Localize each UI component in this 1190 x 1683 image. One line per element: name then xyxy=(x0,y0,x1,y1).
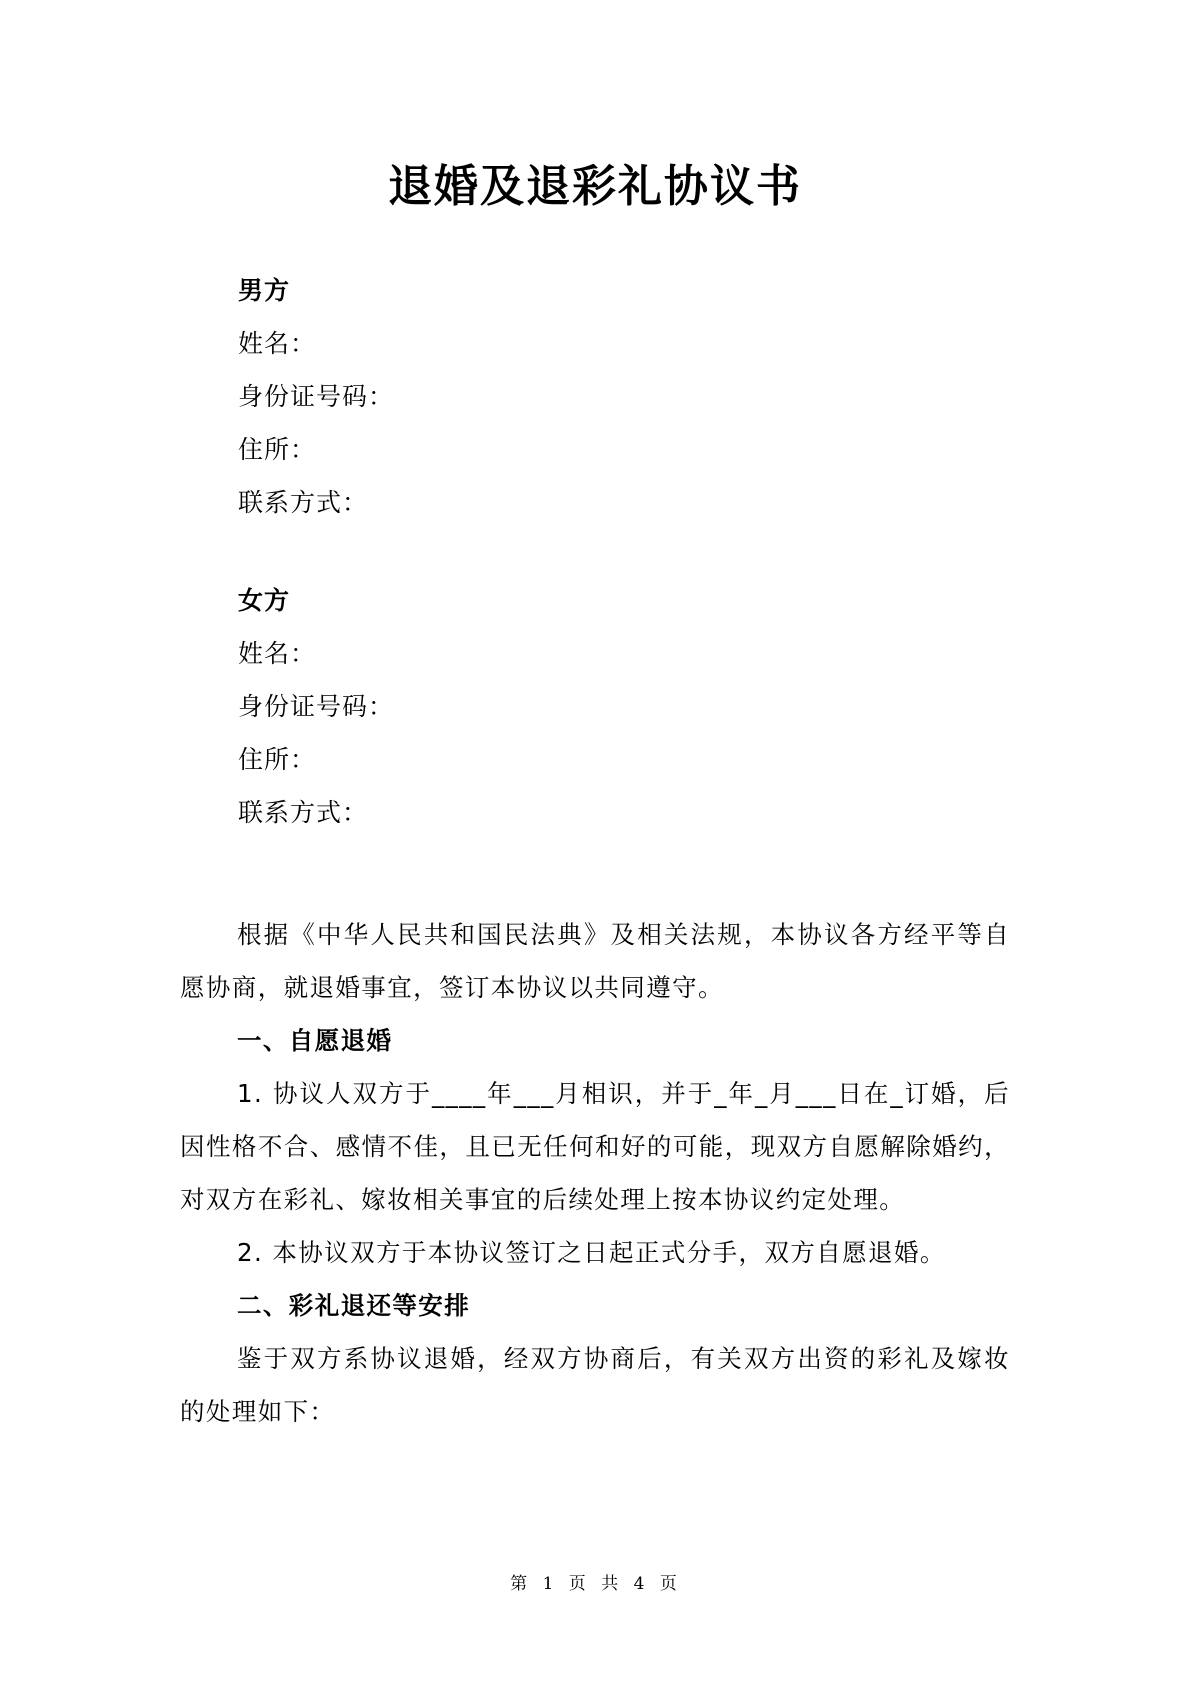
male-address-label: 住所： xyxy=(238,435,317,464)
agreement-body xyxy=(180,908,1010,1438)
female-contact-label: 联系方式： xyxy=(238,798,369,827)
male-id-label: 身份证号码： xyxy=(238,382,395,411)
section-2-heading: 二、彩礼退还等安排 xyxy=(237,1291,471,1320)
section-1-heading: 一、自愿退婚 xyxy=(237,1026,393,1055)
preamble-paragraph: 根据《中华人民共和国民法典》及相关法规，本协议各方经平等自愿协商，就退婚事宜，签订本协议以共同遵守。 xyxy=(180,920,1010,1002)
male-contact-label: 联系方式： xyxy=(238,488,369,517)
female-id-label: 身份证号码： xyxy=(238,692,395,721)
section-2-intro-paragraph: 鉴于双方系协议退婚，经双方协商后，有关双方出资的彩礼及嫁妆的处理如下： xyxy=(180,1344,1010,1426)
female-address-label: 住所： xyxy=(238,745,317,774)
female-name-label: 姓名： xyxy=(238,639,317,668)
page-number-footer: 第 1 页 共 4 页 xyxy=(510,1574,680,1594)
clause-2-paragraph: 2. 本协议双方于本协议签订之日起正式分手，双方自愿退婚。 xyxy=(237,1238,946,1267)
document-title: 退婚及退彩礼协议书 xyxy=(388,161,802,212)
female-party-section xyxy=(238,574,1018,839)
clause-1-paragraph: 1. 协议人双方于____年___月相识，并于_年_月___日在_订婚，后因性格不合、感情不佳，且已无任何和好的可能，现双方自愿解除婚约，对双方在彩礼、嫁妆相关事宜的后续处理上按本协议约定处理。 xyxy=(180,1079,1010,1214)
male-name-label: 姓名： xyxy=(238,329,317,358)
female-party-heading: 女方 xyxy=(238,586,291,615)
male-party-section xyxy=(238,264,1018,529)
male-party-heading: 男方 xyxy=(238,276,291,305)
